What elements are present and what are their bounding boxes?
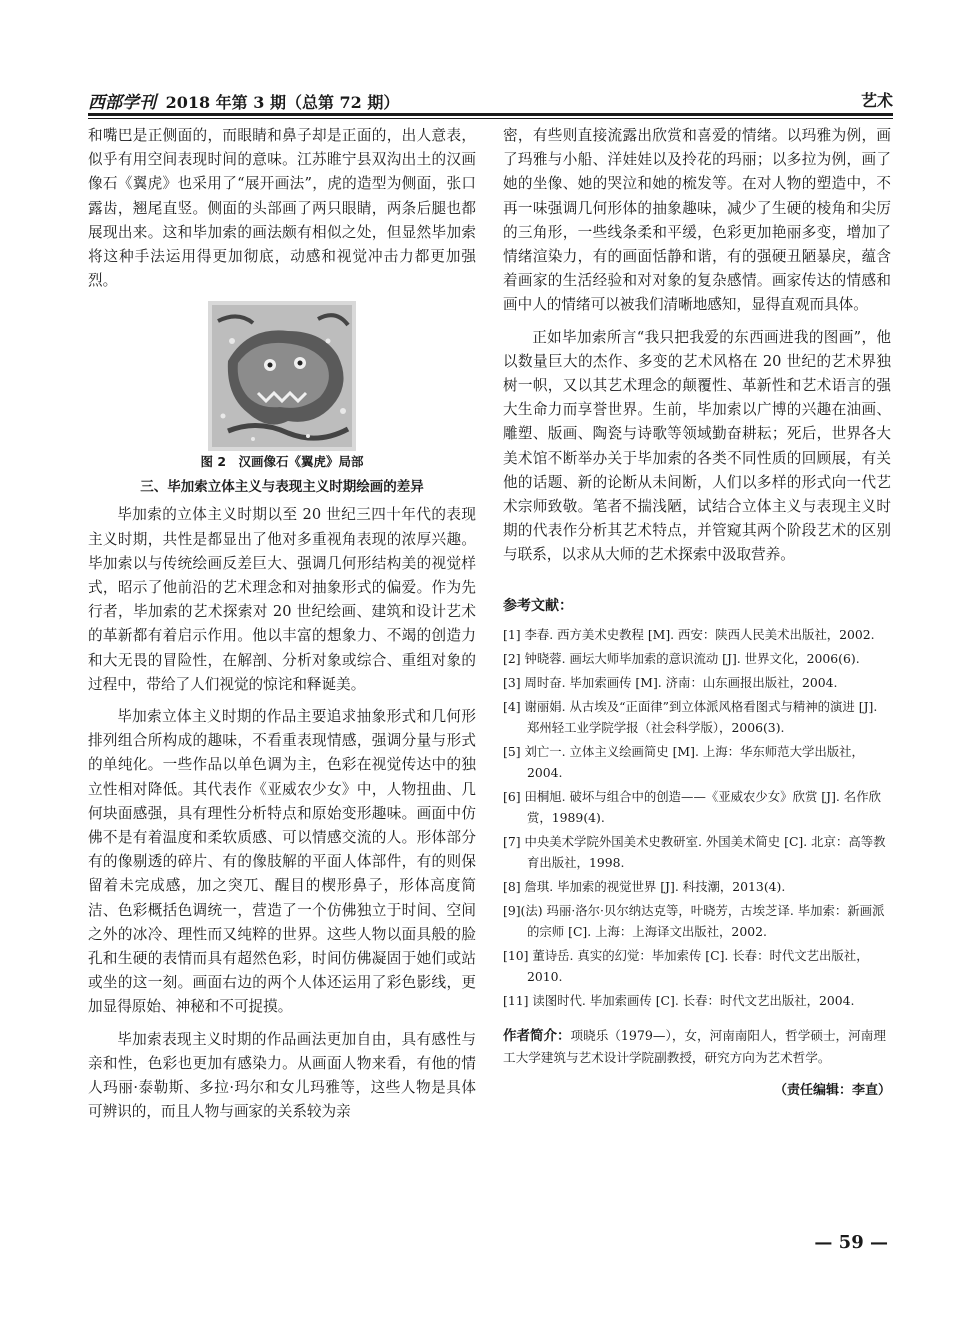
author-bio-label: 作者简介： <box>503 1027 571 1044</box>
reference-item: [4] 谢丽娟. 从古埃及“正面律”到立体派风格看图式与精神的演进 [J]. 郑州轻工业学院学报（社会科学版），2006(3). <box>503 698 878 735</box>
references-heading: 参考文献： <box>503 597 573 614</box>
paragraph: 和嘴巴是正侧面的，而眼睛和鼻子却是正面的，出人意表，似乎有用空间表现时间的意味。江苏睢宁县双沟出土的汉画像石《翼虎》也采用了“展开画法”，虎的造型为侧面，张口露齿，翘尾直竖。侧面的头部画了两只眼睛，两条后腿也都展现出来。这和毕加索的画法颇有相似之处，但显然毕加索将这种手法运用得更加彻底，动感和视觉冲击力都更加强烈。 <box>88 127 476 290</box>
journal-name: 西部学刊 <box>88 93 156 113</box>
figure-caption: 图 2 汉画像石《翼虎》局部 <box>200 454 364 470</box>
reference-item: [5] 刘亡一. 立体主义绘画简史 [M]. 上海：华东师范大学出版社，2004. <box>503 743 864 780</box>
header-rule-thin <box>88 118 893 119</box>
paragraph: 正如毕加索所言“我只把我爱的东西画进我的图画”，他以数量巨大的杰作、多变的艺术风格在 20 世纪的艺术界独树一帜，又以其艺术理念的颠覆性、革新性和艺术语言的强大生命力而享誉世界。生前，毕加索以广博的兴趣在油画、雕塑、版画、陶瓷与诗歌等领域勤奋耕耘；死后，世界各大美术馆不断举办关于毕加索的各类不同性质的回顾展，有关他的话题、新的论断从未间断，人们以多样的形式向一代艺术宗师致敬。笔者不揣浅陋，试结合立体主义与表现主义时期的代表作分析其艺术特点，并管窥其两个阶段艺术的区别与联系，以求从大师的艺术探索中汲取营养。 <box>503 328 891 564</box>
reference-item: [10] 董诗岳. 真实的幻觉：毕加索传 [C]. 长春：时代文艺出版社，2010. <box>503 947 869 984</box>
reference-item: [8] 詹琪. 毕加索的视觉世界 [J]. 科技潮，2013(4). <box>503 878 786 894</box>
journal-info <box>88 88 399 113</box>
reference-item: [3] 周时奋. 毕加索画传 [M]. 济南：山东画报出版社，2004. <box>503 674 838 690</box>
header-rule <box>88 113 893 116</box>
section-heading: 三、毕加索立体主义与表现主义时期绘画的差异 <box>140 479 424 496</box>
responsible-editor: （责任编辑：李直） <box>773 1082 891 1098</box>
left-column <box>88 124 476 1133</box>
reference-item: [2] 钟晓蓉. 画坛大师毕加索的意识流动 [J]. 世界文化，2006(6). <box>503 650 860 666</box>
paragraph: 密，有些则直接流露出欣赏和喜爱的情绪。以玛雅为例，画了玛雅与小船、洋娃娃以及拎花的玛丽；以多拉为例，画了她的坐像、她的哭泣和她的梳发等。在对人物的塑造中，不再一味强调几何形体的抽象趣味，减少了生硬的棱角和尖厉的三角形，一些线条柔和平缓，色彩更加艳丽多变，增加了情绪渲染力，有的画面恬静和谐，有的强硬丑陋暴戾，蕴含着画家的生活经验和对对象的复杂感情。画家传达的情感和画中人的情绪可以被我们清晰地感知，显得直观而具体。 <box>503 127 891 314</box>
paragraph: 毕加索的立体主义时期以至 20 世纪三四十年代的表现主义时期，共性是都显出了他对多重视角表现的浓厚兴趣。毕加索以与传统绘画反差巨大、强调几何形结构美的视觉样式，昭示了他前沿的艺术理念和对抽象形式的偏爱。作为先行者，毕加索的艺术探索对 20 世纪绘画、建筑和设计艺术的革新都有着启示作用。他以丰富的想象力、不竭的创造力和大无畏的冒险性，在解剖、分析对象或综合、重组对象的过程中，带给了人们视觉的惊诧和释诞美。 <box>88 506 476 693</box>
section-label: 艺术 <box>860 91 893 110</box>
page-header <box>88 86 893 114</box>
figure-2 <box>88 301 476 471</box>
author-bio-text: 项晓乐（1979—），女，河南南阳人，哲学硕士，河南理工大学建筑与艺术设计学院副教授，研究方向为艺术哲学。 <box>503 1027 886 1065</box>
right-column <box>503 124 891 1103</box>
paragraph: 毕加索立体主义时期的作品主要追求抽象形式和几何形排列组合所构成的趣味，不看重表现情感，强调分量与形式的单纯化。一些作品以单色调为主，色彩在视觉传达中的独立性相对降低。其代表作《亚威农少女》中，人物扭曲、几何块面感强，具有理性分析特点和原始变形趣味。画面中仿佛不是有着温度和柔软质感、可以情感交流的人。形体部分有的像剔透的碎片、有的像肢解的平面人体部件，有的则保留着未完成感，加之突兀、醒目的楔形鼻子，形体高度简洁、色彩概括色调统一，营造了一个仿佛独立于时间、空间之外的冰冷、理性而又纯粹的世界。这些人物以面具般的脸孔和生硬的表情而具有超然色彩，时间仿佛凝固于她们或站或坐的这一刻。画面右边的两个人体还运用了彩色影线，更加显得原始、神秘和不可捉摸。 <box>88 708 476 1016</box>
paragraph: 毕加索表现主义时期的作品画法更加自由，具有感性与亲和性，色彩也更加有感染力。从画面人物来看，有他的情人玛丽·泰勒斯、多拉·玛尔和女儿玛雅等，这些人物是具体可辨识的，而且人物与画家的关系较为亲 <box>88 1030 476 1121</box>
winged-tiger-rubbing-image <box>208 301 356 451</box>
reference-item: [7] 中央美术学院外国美术史教研室. 外国美术简史 [C]. 北京：高等教育出版社，1998. <box>503 833 886 870</box>
author-bio <box>503 1025 891 1069</box>
page-number: — 59 — <box>814 1232 888 1253</box>
issue-info: 2018 年第 3 期（总第 72 期） <box>165 93 400 112</box>
reference-item: [1] 李春. 西方美术史教程 [M]. 西安：陕西人民美术出版社，2002. <box>503 626 875 642</box>
reference-item: [6] 田桐旭. 破坏与组合中的创造——《亚威农少女》欣赏 [J]. 名作欣赏，1989(4). <box>503 788 881 825</box>
reference-list <box>503 624 891 1011</box>
reference-item: [9](法) 玛丽·洛尔·贝尔纳达克等，叶晓芳，古埃芝译. 毕加索：新画派的宗师 [C]. 上海：上海译文出版社，2002. <box>503 902 885 939</box>
reference-item: [11] 读图时代. 毕加索画传 [C]. 长春：时代文艺出版社，2004. <box>503 992 855 1008</box>
